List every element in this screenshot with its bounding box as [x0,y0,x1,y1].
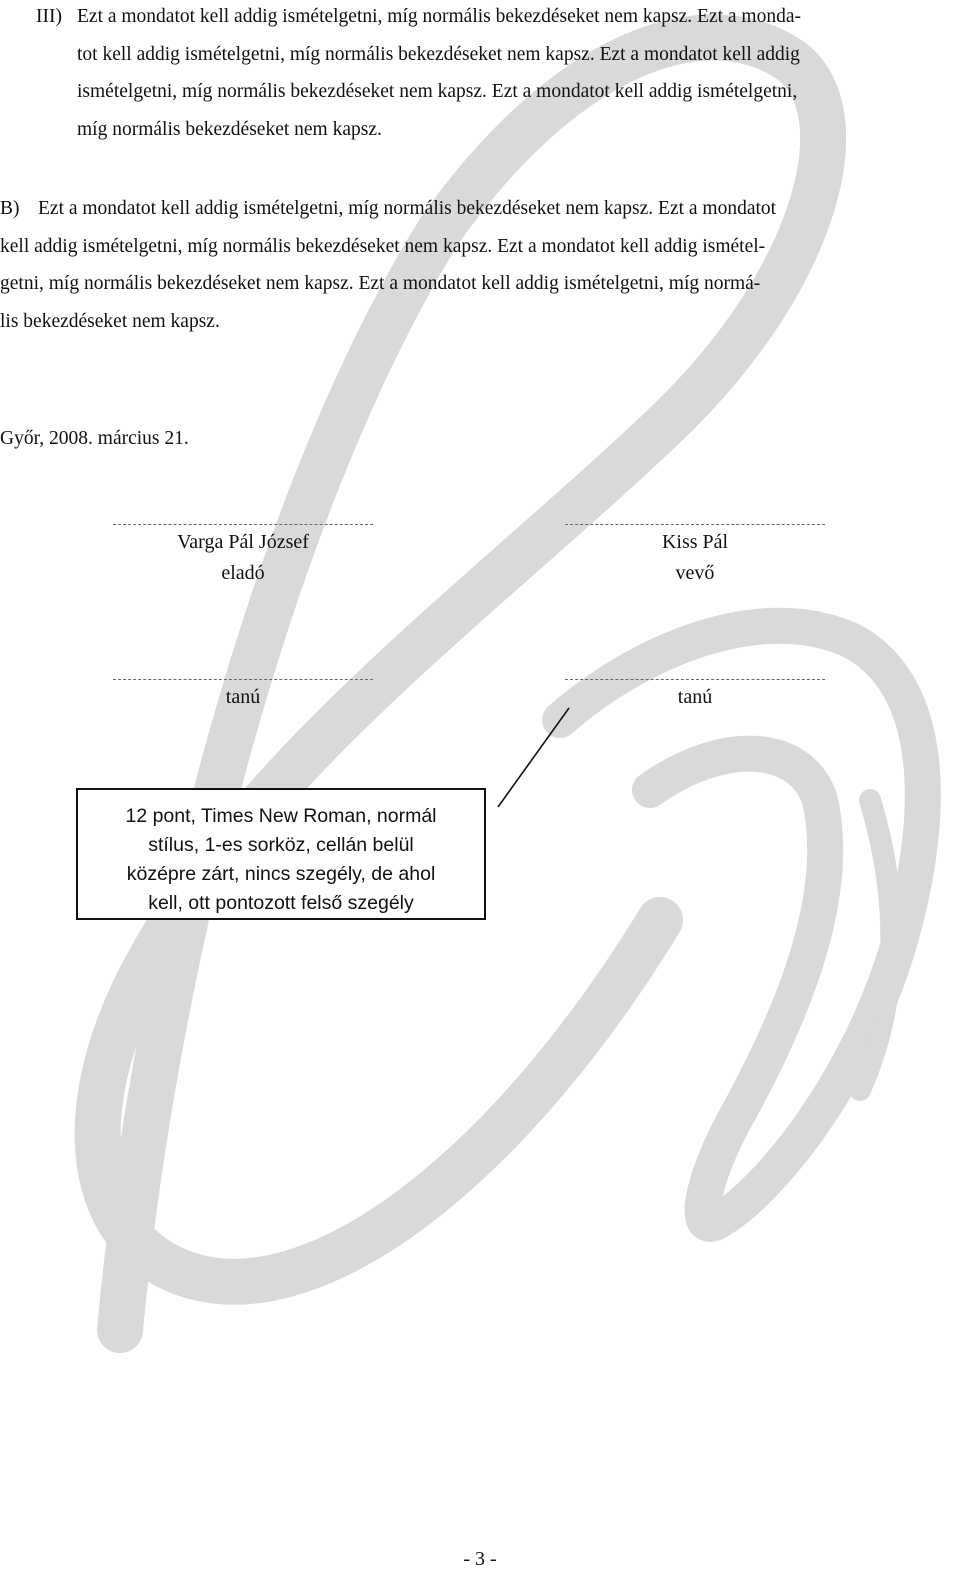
note-line: kell, ott pontozott felső szegély [148,892,414,914]
page-number: - 3 - [463,1548,497,1570]
note-line: 12 pont, Times New Roman, normál [125,805,437,827]
format-note-box [76,788,486,920]
paragraph-line: kell addig ismételgetni, míg normális bekezdéseket nem kapsz. Ezt a mondatot kell addig ismétel- [0,235,766,257]
signature-role: vevő [675,562,715,584]
paragraph-b [0,190,958,340]
signature-role: tanú [225,686,261,708]
signature-name: Varga Pál József [177,531,309,553]
place-date: Győr, 2008. március 21. [0,428,189,449]
paragraph-marker: III) [36,6,62,27]
signature-role: eladó [221,562,265,584]
paragraph-line: Ezt a mondatot kell addig ismételgetni, míg normális bekezdéseket nem kapsz. Ezt a mondatot [38,198,777,219]
note-line: középre zárt, nincs szegély, de ahol [126,863,436,885]
signature-witness-left [113,679,373,713]
signature-seller [113,524,373,589]
paragraph-line: Ezt a mondatot kell addig ismételgetni, míg normális bekezdéseket nem kapsz. Ezt a monda- [77,6,801,27]
paragraph-marker: B) [0,198,20,219]
paragraph-line: tot kell addig ismételgetni, míg normális bekezdéseket nem kapsz. Ezt a mondatot kell addig [77,43,800,65]
note-line: stílus, 1-es sorköz, cellán belül [148,834,414,856]
paragraph-line: ismételgetni, míg normális bekezdéseket nem kapsz. Ezt a mondatot kell addig ismételgetni, [77,81,798,102]
paragraph-line: lis bekezdéseket nem kapsz. [0,310,220,332]
signature-name: Kiss Pál [661,531,729,553]
paragraph-line: míg normális bekezdéseket nem kapsz. [77,118,382,140]
paragraph-iii [36,0,956,148]
paragraph-line: getni, míg normális bekezdéseket nem kapsz. Ezt a mondatot kell addig ismételgetni, míg normá- [0,273,761,294]
signature-witness-right [565,679,825,713]
signature-buyer [565,524,825,589]
signature-role: tanú [677,686,713,708]
